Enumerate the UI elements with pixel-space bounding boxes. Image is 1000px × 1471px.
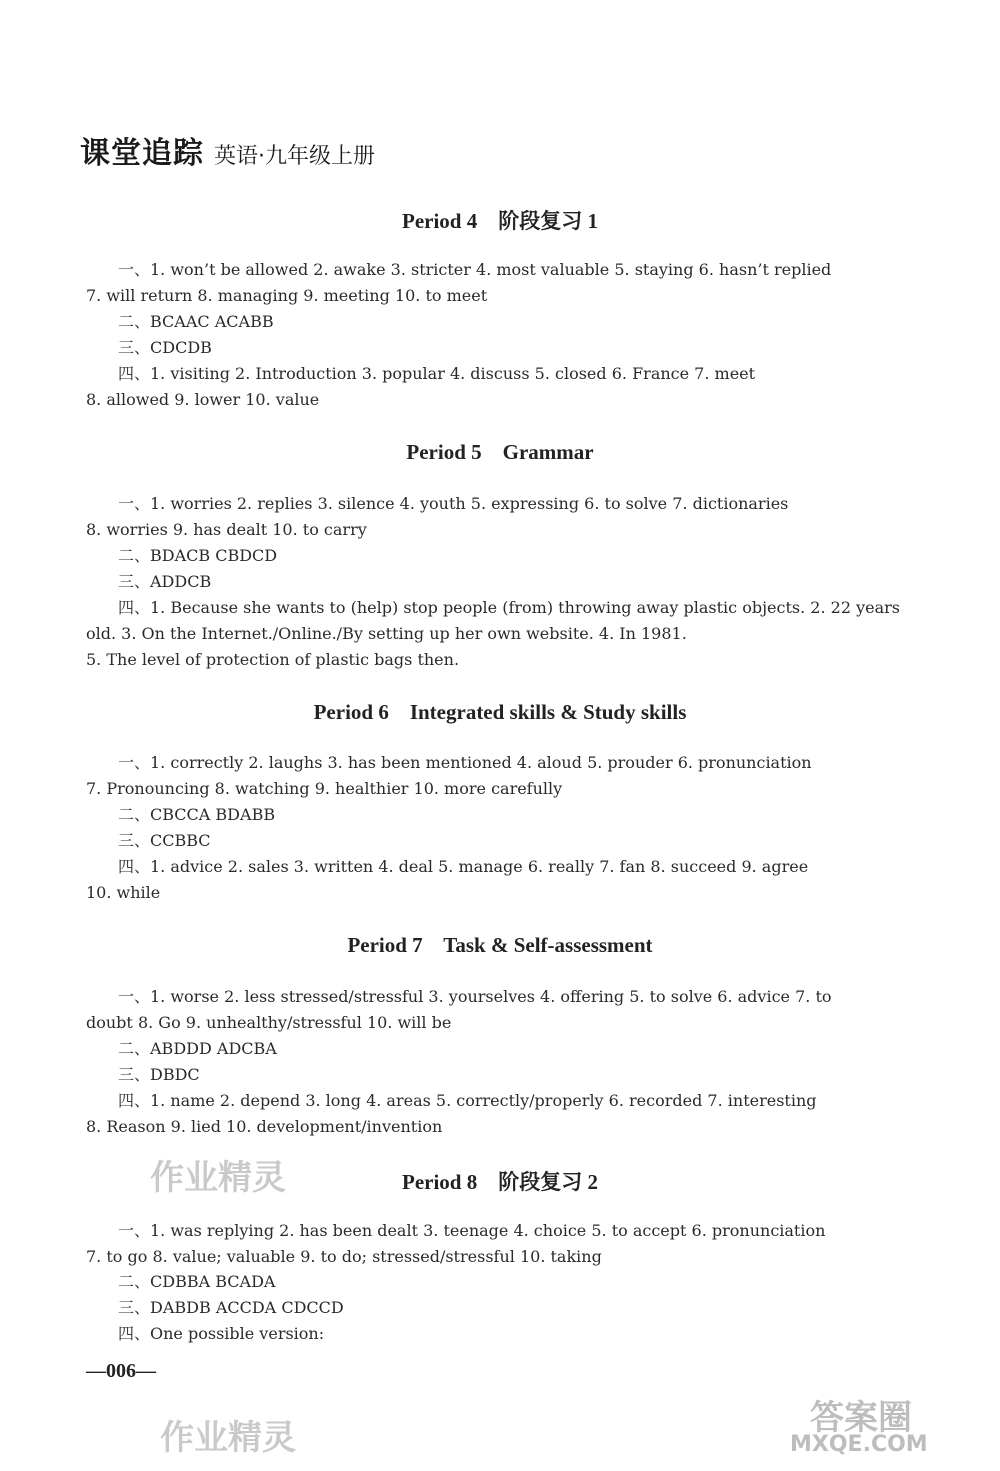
answer-line: 四、1. Because she wants to (help) stop people (from) throwing away plastic objects. 2. 22 years bbox=[118, 598, 900, 617]
answer-line: 7. to go 8. value; valuable 9. to do; stressed/stressful 10. taking bbox=[86, 1247, 602, 1266]
answer-line: 5. The level of protection of plastic bags then. bbox=[86, 650, 460, 669]
book-subtitle: 英语·九年级上册 bbox=[214, 144, 375, 169]
answer-line: 一、1. worse 2. less stressed/stressful 3. yourselves 4. offering 5. to solve 6. advice 7. to bbox=[118, 987, 832, 1006]
section-title-period-8: Period 8 阶段复习 2 bbox=[402, 1170, 598, 1194]
answer-line: 三、DBDC bbox=[118, 1065, 200, 1084]
answer-line: 四、One possible version: bbox=[118, 1324, 325, 1343]
watermark-text: 作业精灵 bbox=[150, 1158, 286, 1198]
answer-line: 二、CDBBA BCADA bbox=[118, 1272, 276, 1291]
answer-line: 8. allowed 9. lower 10. value bbox=[86, 390, 320, 409]
answer-line: 8. Reason 9. lied 10. development/invention bbox=[86, 1117, 443, 1136]
answer-line: 四、1. name 2. depend 3. long 4. areas 5. correctly/properly 6. recorded 7. interesting bbox=[118, 1091, 817, 1110]
answer-line: 10. while bbox=[86, 883, 161, 902]
book-logo: 课堂追踪 bbox=[80, 136, 204, 171]
answer-line: 一、1. correctly 2. laughs 3. has been mentioned 4. aloud 5. prouder 6. pronunciation bbox=[118, 753, 812, 772]
answer-line: 三、CCBBC bbox=[118, 831, 211, 850]
answer-line: 二、BCAAC ACABB bbox=[118, 312, 274, 331]
answer-line: 三、CDCDB bbox=[118, 338, 212, 357]
section-title-period-5: Period 5 Grammar bbox=[406, 440, 594, 464]
answer-line: old. 3. On the Internet./Online./By setting up her own website. 4. In 1981. bbox=[86, 624, 687, 643]
answer-line: 二、BDACB CBDCD bbox=[118, 546, 278, 565]
answer-line: 二、ABDDD ADCBA bbox=[118, 1039, 277, 1058]
answer-line: 三、DABDB ACCDA CDCCD bbox=[118, 1298, 344, 1317]
answer-line: doubt 8. Go 9. unhealthy/stressful 10. will be bbox=[86, 1013, 452, 1032]
answer-line: 一、1. was replying 2. has been dealt 3. teenage 4. choice 5. to accept 6. pronunciation bbox=[118, 1221, 826, 1240]
page-number: —006— bbox=[86, 1360, 156, 1382]
answer-line: 二、CBCCA BDABB bbox=[118, 805, 276, 824]
answer-line: 8. worries 9. has dealt 10. to carry bbox=[86, 520, 367, 539]
answer-line: 7. will return 8. managing 9. meeting 10. to meet bbox=[86, 286, 488, 305]
answer-line: 一、1. worries 2. replies 3. silence 4. youth 5. expressing 6. to solve 7. dictionaries bbox=[118, 494, 789, 513]
watermark-text: 作业精灵 bbox=[160, 1418, 296, 1458]
section-title-period-4: Period 4 阶段复习 1 bbox=[402, 209, 598, 233]
answer-line: 一、1. won’t be allowed 2. awake 3. stricter 4. most valuable 5. staying 6. hasn’t replied bbox=[118, 260, 832, 279]
watermark-text: MXQE.COM bbox=[790, 1432, 928, 1457]
answer-line: 7. Pronouncing 8. watching 9. healthier 10. more carefully bbox=[86, 779, 563, 798]
watermark-text: 答案圈 bbox=[810, 1398, 912, 1438]
answer-line: 四、1. visiting 2. Introduction 3. popular 4. discuss 5. closed 6. France 7. meet bbox=[118, 364, 756, 383]
answer-line: 四、1. advice 2. sales 3. written 4. deal 5. manage 6. really 7. fan 8. succeed 9. agree bbox=[118, 857, 809, 876]
book-header bbox=[80, 128, 375, 172]
answer-line: 三、ADDCB bbox=[118, 572, 212, 591]
section-title-period-7: Period 7 Task & Self-assessment bbox=[347, 933, 653, 957]
section-title-period-6: Period 6 Integrated skills & Study skills bbox=[313, 700, 687, 724]
